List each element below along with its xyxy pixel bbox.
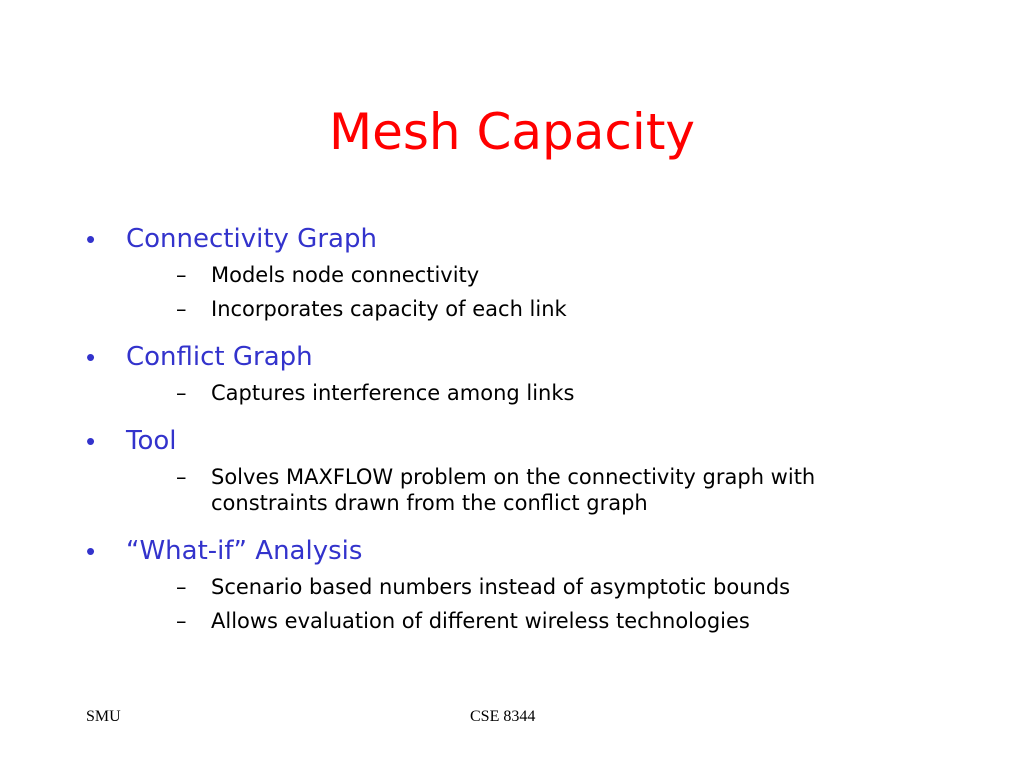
bullet-label: Tool (126, 426, 177, 456)
bullet-marker: • (86, 536, 96, 566)
dash-marker: – (176, 297, 187, 321)
sub-item (126, 380, 986, 406)
sub-item (126, 608, 986, 634)
bullet-marker: • (86, 342, 96, 372)
sub-item (126, 574, 986, 600)
dash-marker: – (176, 609, 187, 633)
bullet-list (86, 222, 986, 634)
sub-label: Scenario based numbers instead of asymptotic bounds (211, 575, 791, 599)
slide-title: Mesh Capacity (328, 103, 696, 161)
dash-marker: – (176, 263, 187, 287)
bullet-item (86, 534, 986, 634)
bullet-marker: • (86, 224, 96, 254)
footer-course: CSE 8344 (470, 708, 536, 725)
dash-marker: – (176, 465, 187, 489)
sub-label: Incorporates capacity of each link (211, 297, 567, 321)
sub-label: Allows evaluation of different wireless technologies (211, 609, 750, 633)
sub-item (126, 464, 931, 516)
bullet-item (86, 424, 986, 516)
bullet-label: Connectivity Graph (126, 224, 377, 254)
sub-label: Solves MAXFLOW problem on the connectivity graph with constraints drawn from the conflict graph (211, 465, 816, 515)
bullet-item (86, 340, 986, 406)
sub-label: Captures interference among links (211, 381, 575, 405)
sub-item (126, 296, 986, 322)
footer-org: SMU (86, 708, 121, 725)
dash-marker: – (176, 381, 187, 405)
bullet-label: Conflict Graph (126, 342, 313, 372)
dash-marker: – (176, 575, 187, 599)
sub-label: Models node connectivity (211, 263, 480, 287)
bullet-label: “What-if” Analysis (126, 536, 363, 566)
bullet-marker: • (86, 426, 96, 456)
sub-item (126, 262, 986, 288)
bullet-item (86, 222, 986, 322)
